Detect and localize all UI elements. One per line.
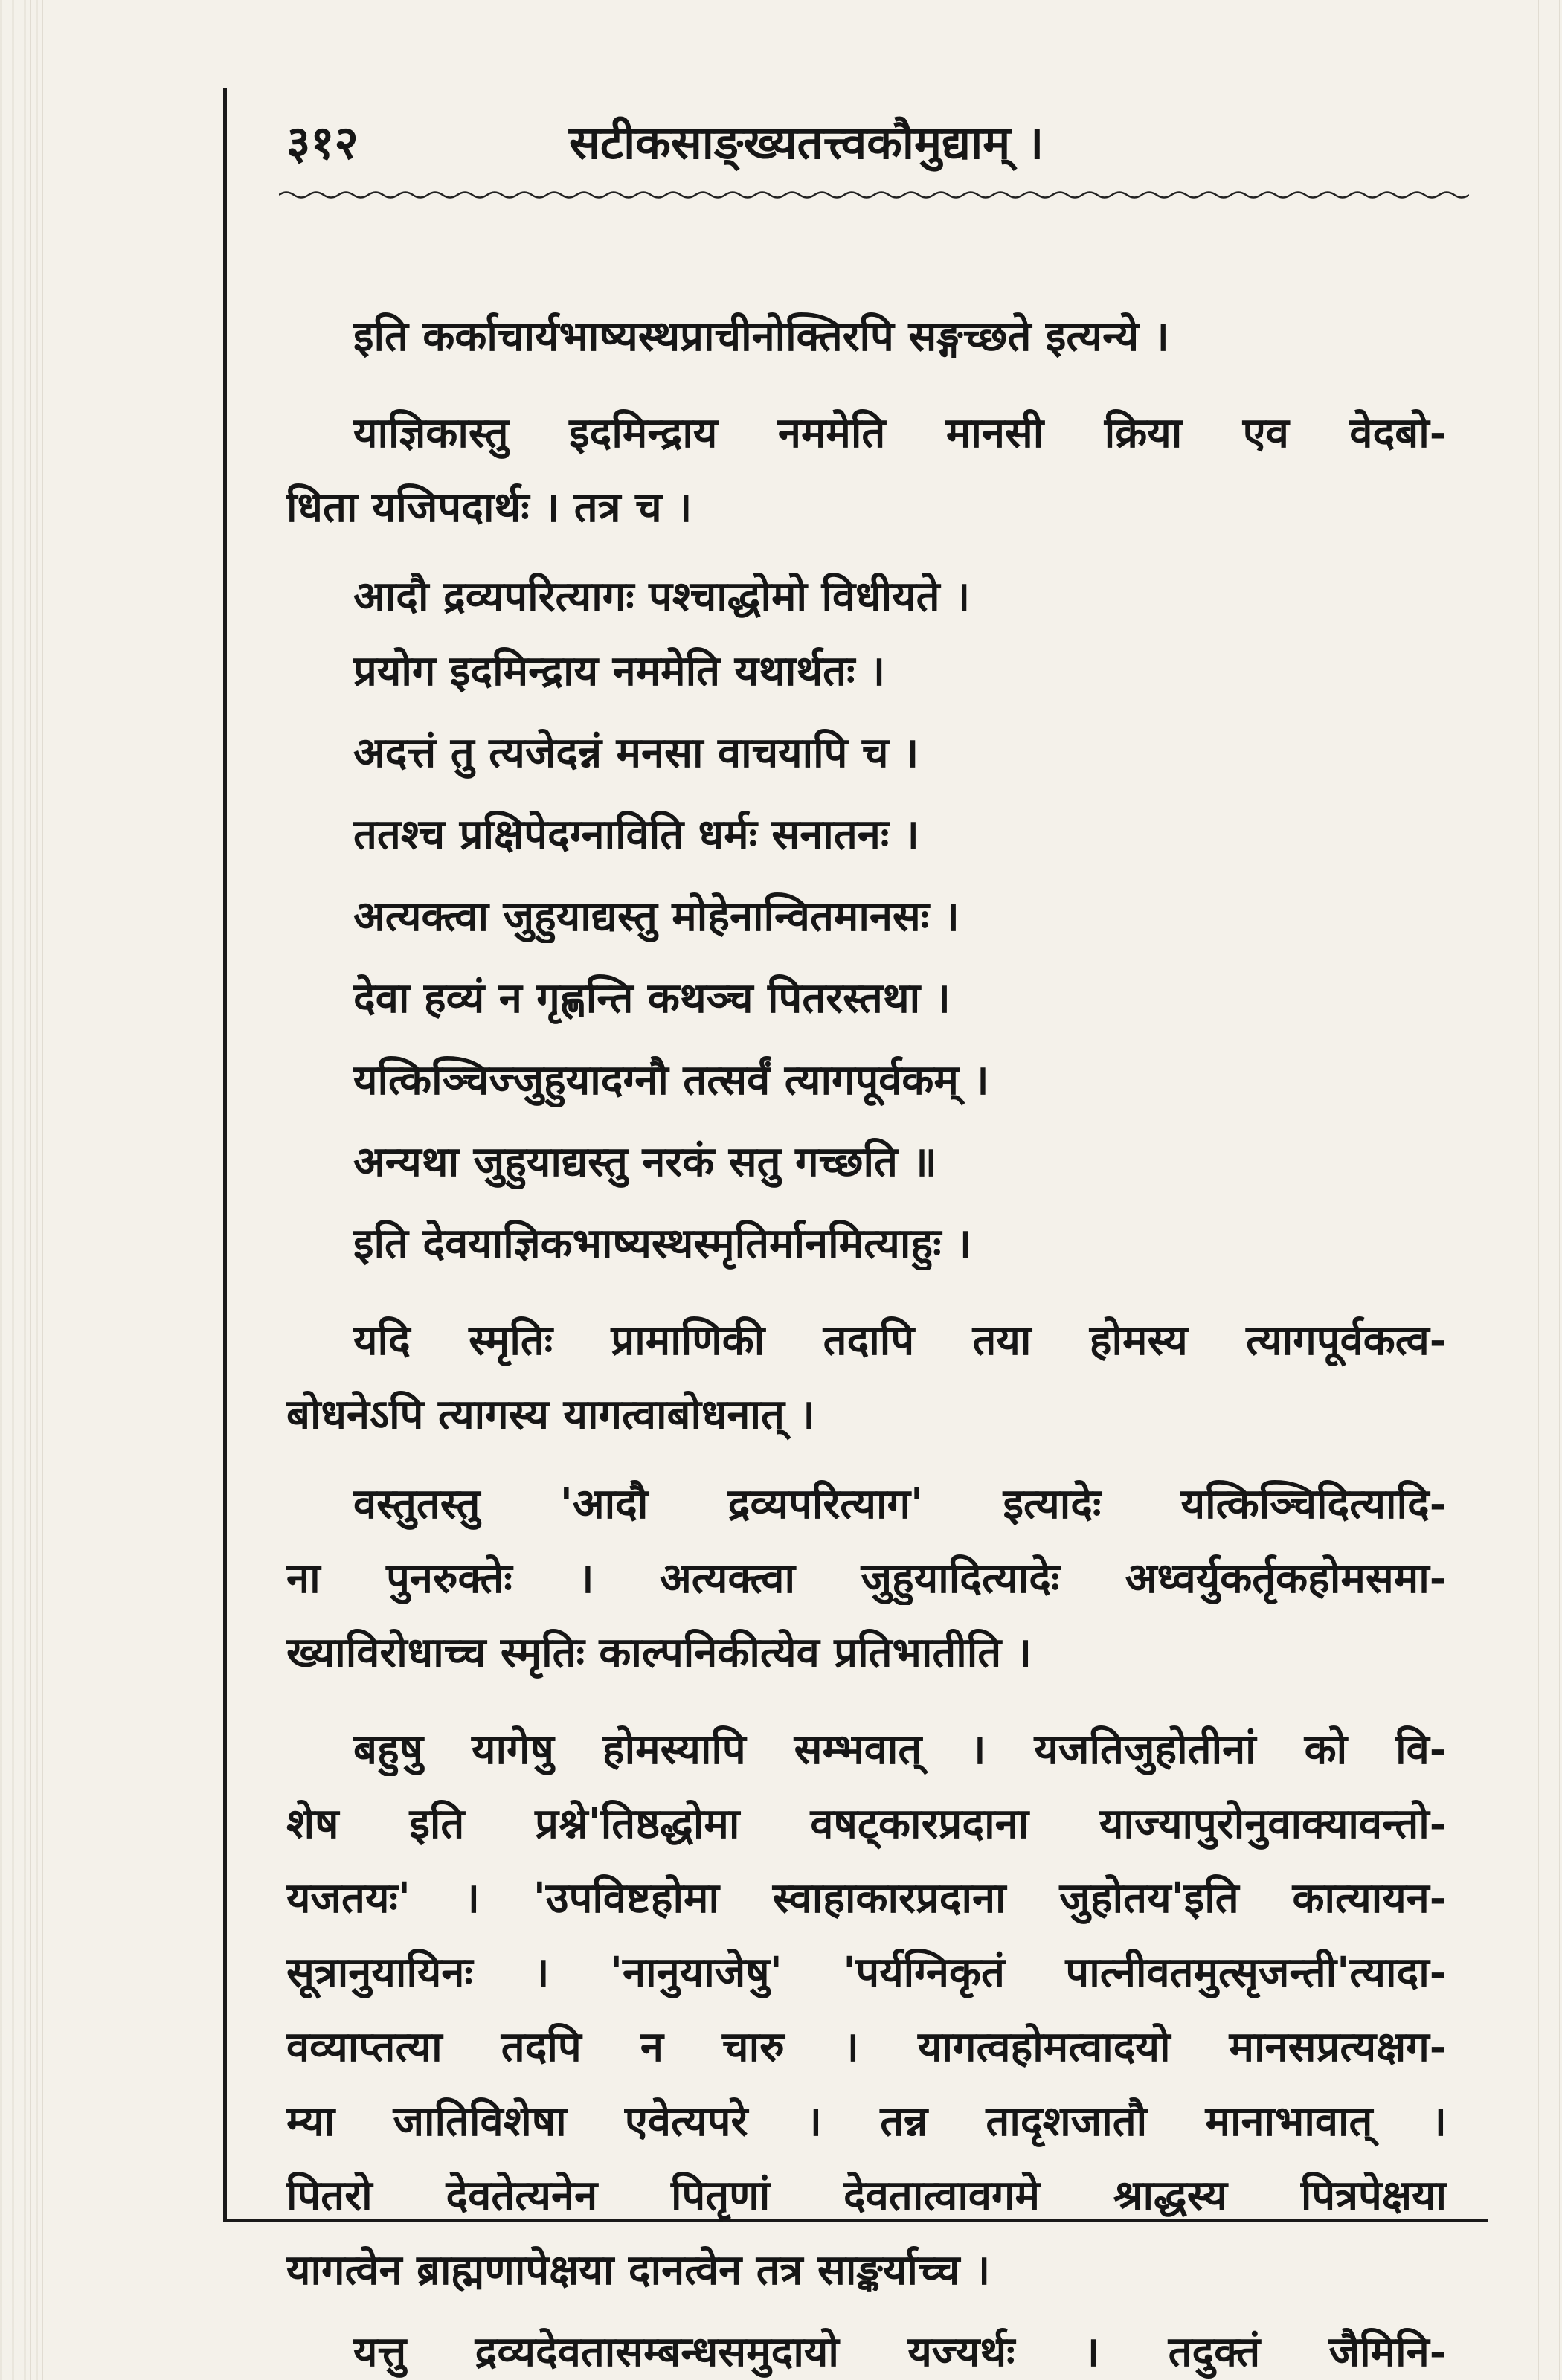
verse-line: देवा हव्यं न गृह्णन्ति कथञ्च पितरस्तथा । [353, 974, 951, 1023]
text-line: इति देवयाज्ञिकभाष्यस्थस्मृतिर्मानमित्याहुः । [353, 1219, 972, 1268]
text-line: यागत्वेन ब्राह्मणापेक्षया दानत्वेन तत्र साङ्कर्याच्च । [286, 2245, 991, 2294]
text-line: बोधनेऽपि त्यागस्य यागत्वाबोधनात् । [286, 1390, 815, 1439]
text-line: ख्याविरोधाच्च स्मृतिः काल्पनिकीत्येव प्रतिभातीति । [286, 1628, 1032, 1677]
text-line: याज्ञिकास्तु इदमिन्द्राय नममेति मानसी क्रिया एव वेदबो- [353, 408, 1447, 457]
text-line: पितरो देवतेत्यनेन पितॄणां देवतात्वावगमे श्राद्धस्य पित्रपेक्षया [286, 2171, 1447, 2220]
right-page-edge [1532, 0, 1562, 2380]
verse-line: यत्किञ्चिज्जुहुयादग्नौ तत्सर्वं त्यागपूर्वकम् । [353, 1055, 989, 1104]
text-line: यत्तु द्रव्यदेवतासम्बन्धसमुदायो यज्यर्थः । तदुक्तं जैमिनि- [353, 2327, 1447, 2376]
page-header [286, 110, 1458, 177]
page-frame [223, 88, 1488, 2376]
verse-line: अदत्तं तु त्यजेदन्नं मनसा वाचयापि च । [353, 728, 919, 777]
text-line: यदि स्मृतिः प्रामाणिकी तदापि तया होमस्य त्यागपूर्वकत्व- [353, 1316, 1447, 1365]
verse-line: प्रयोग इदमिन्द्राय नममेति यथार्थतः । [353, 646, 886, 695]
text-line: ना पुनरुक्तेः । अत्यक्त्वा जुहुयादित्यादेः अध्वर्युकर्तृकहोमसमा- [286, 1554, 1447, 1603]
text-line: धिता यजिपदार्थः । तत्र च । [286, 483, 692, 532]
text-line: यजतयः' । 'उपविष्टहोमा स्वाहाकारप्रदाना जुहोतय'इति कात्यायन- [286, 1874, 1447, 1923]
text-line: म्या जातिविशेषा एवेत्यपरे । तन्न तादृशजातौ मानाभावात् । [286, 2097, 1447, 2146]
verse-line: अत्यक्त्वा जुहुयाद्यस्तु मोहेनान्वितमानसः । [353, 892, 960, 941]
text-line: इति कर्काचार्यभाष्यस्थप्राचीनोक्तिरपि सङ्गच्छते इत्यन्ये । [353, 312, 1169, 361]
page-number: ३१२ [286, 115, 359, 170]
text-line: वस्तुतस्तु 'आदौ द्रव्यपरित्याग' इत्यादेः यत्किञ्चिदित्यादि- [353, 1479, 1447, 1528]
verse-line: अन्यथा जुहुयाद्यस्तु नरकं सतु गच्छति ॥ [353, 1137, 937, 1186]
text-line: वव्याप्तत्या तदपि न चारु । यागत्वहोमत्वादयो मानसप्रत्यक्षग- [286, 2022, 1447, 2071]
running-title: सटीकसाङ्ख्यतत्त्वकौमुद्याम् । [569, 115, 1044, 170]
text-line: सूत्रानुयायिनः । 'नानुयाजेषु' 'पर्यग्निकृतं पात्नीवतमुत्सृजन्ती'त्यादा- [286, 1948, 1447, 1997]
header-rule [279, 188, 1469, 202]
verse-line: ततश्च प्रक्षिपेदग्नाविति धर्मः सनातनः । [353, 810, 919, 859]
text-line: शेष इति प्रश्ने'तिष्ठद्धोमा वषट्कारप्रदाना याज्यापुरोनुवाक्यावन्तो- [286, 1799, 1447, 1848]
verse-line: आदौ द्रव्यपरित्यागः पश्चाद्धोमो विधीयते । [353, 572, 971, 621]
left-page-edge [0, 0, 45, 2380]
text-line: बहुषु यागेषु होमस्यापि सम्भवात् । यजतिजुहोतीनां को वि- [353, 1725, 1447, 1774]
